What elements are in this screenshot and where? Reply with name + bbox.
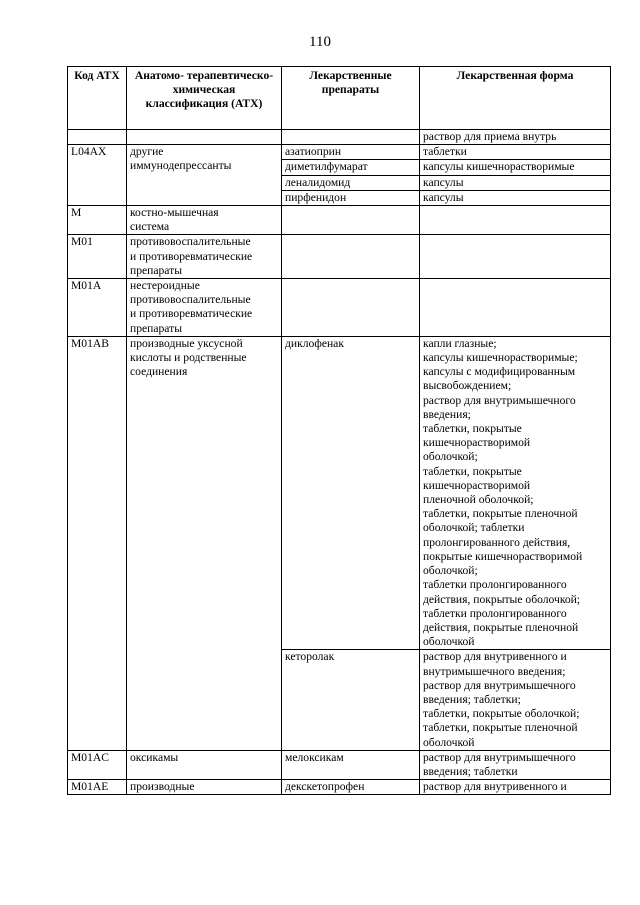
cell-drug: пирфенидон [282,190,420,205]
cell-atc: оксикамы [127,750,282,779]
cell-drug: диклофенак [282,336,420,649]
cell-atc: нестероидные противовоспалительные и противоревматические препараты [127,279,282,337]
table-row [68,206,611,235]
cell-code: L04AX [68,145,127,206]
cell-form: раствор для внутривенного и внутримышечного введения; раствор для внутримышечного введения; таблетки; таблетки, покрытые оболочкой; таблетки, покрытые пленочной оболочкой [420,650,611,750]
cell-code: M01A [68,279,127,337]
cell-atc: костно-мышечная система [127,206,282,235]
cell-code: M01AE [68,780,127,795]
table-row [68,235,611,279]
cell-drug: азатиоприн [282,145,420,160]
cell-form: капсулы [420,190,611,205]
cell-drug: декскетопрофен [282,780,420,795]
cell-form: таблетки [420,145,611,160]
table-row [68,750,611,779]
table-row [68,336,611,649]
cell-code: M01AC [68,750,127,779]
header-drugs: Лекарственные препараты [282,67,420,130]
table-row [68,780,611,795]
cell-atc: противовоспалительные и противоревматические препараты [127,235,282,279]
header-form: Лекарственная форма [420,67,611,130]
cell-drug [282,279,420,337]
cell-code [68,130,127,145]
cell-drug: леналидомид [282,175,420,190]
cell-drug [282,235,420,279]
cell-drug: кеторолак [282,650,420,750]
cell-code: M01 [68,235,127,279]
header-atc: Анатомо- терапевтическо- химическая классификация (АТХ) [127,67,282,130]
cell-drug [282,206,420,235]
cell-code: M01AB [68,336,127,750]
cell-form [420,279,611,337]
cell-drug: мелоксикам [282,750,420,779]
cell-form: раствор для внутримышечного введения; таблетки [420,750,611,779]
cell-form: капсулы кишечнорастворимые [420,160,611,175]
cell-atc [127,130,282,145]
table-row [68,130,611,145]
cell-form: капсулы [420,175,611,190]
cell-form: раствор для внутривенного и [420,780,611,795]
cell-code: M [68,206,127,235]
cell-drug [282,130,420,145]
atc-drug-table [67,66,611,795]
cell-form [420,206,611,235]
cell-form [420,235,611,279]
cell-atc: производные уксусной кислоты и родственные соединения [127,336,282,750]
cell-form: капли глазные; капсулы кишечнорастворимые; капсулы с модифицированным высвобождением; раствор для внутримышечного введения; таблетки, покрытые кишечнорастворимой оболочкой; таблетки, покрытые кишечнорастворимой пленочной оболочкой; таблетки, покрытые пленочной оболочкой; таблетки пролонгированного действия, покрытые кишечнорастворимой оболочкой; таблетки пролонгированного действия, покрытые оболочкой; таблетки пролонгированного действия, покрытые пленочной оболочкой [420,336,611,649]
cell-atc: другие иммунодепрессанты [127,145,282,206]
table-header-row [68,67,611,130]
cell-form: раствор для приема внутрь [420,130,611,145]
table-row [68,279,611,337]
cell-drug: диметилфумарат [282,160,420,175]
header-code: Код АТХ [68,67,127,130]
page-number: 110 [309,34,331,50]
cell-atc: производные [127,780,282,795]
table-row [68,145,611,160]
